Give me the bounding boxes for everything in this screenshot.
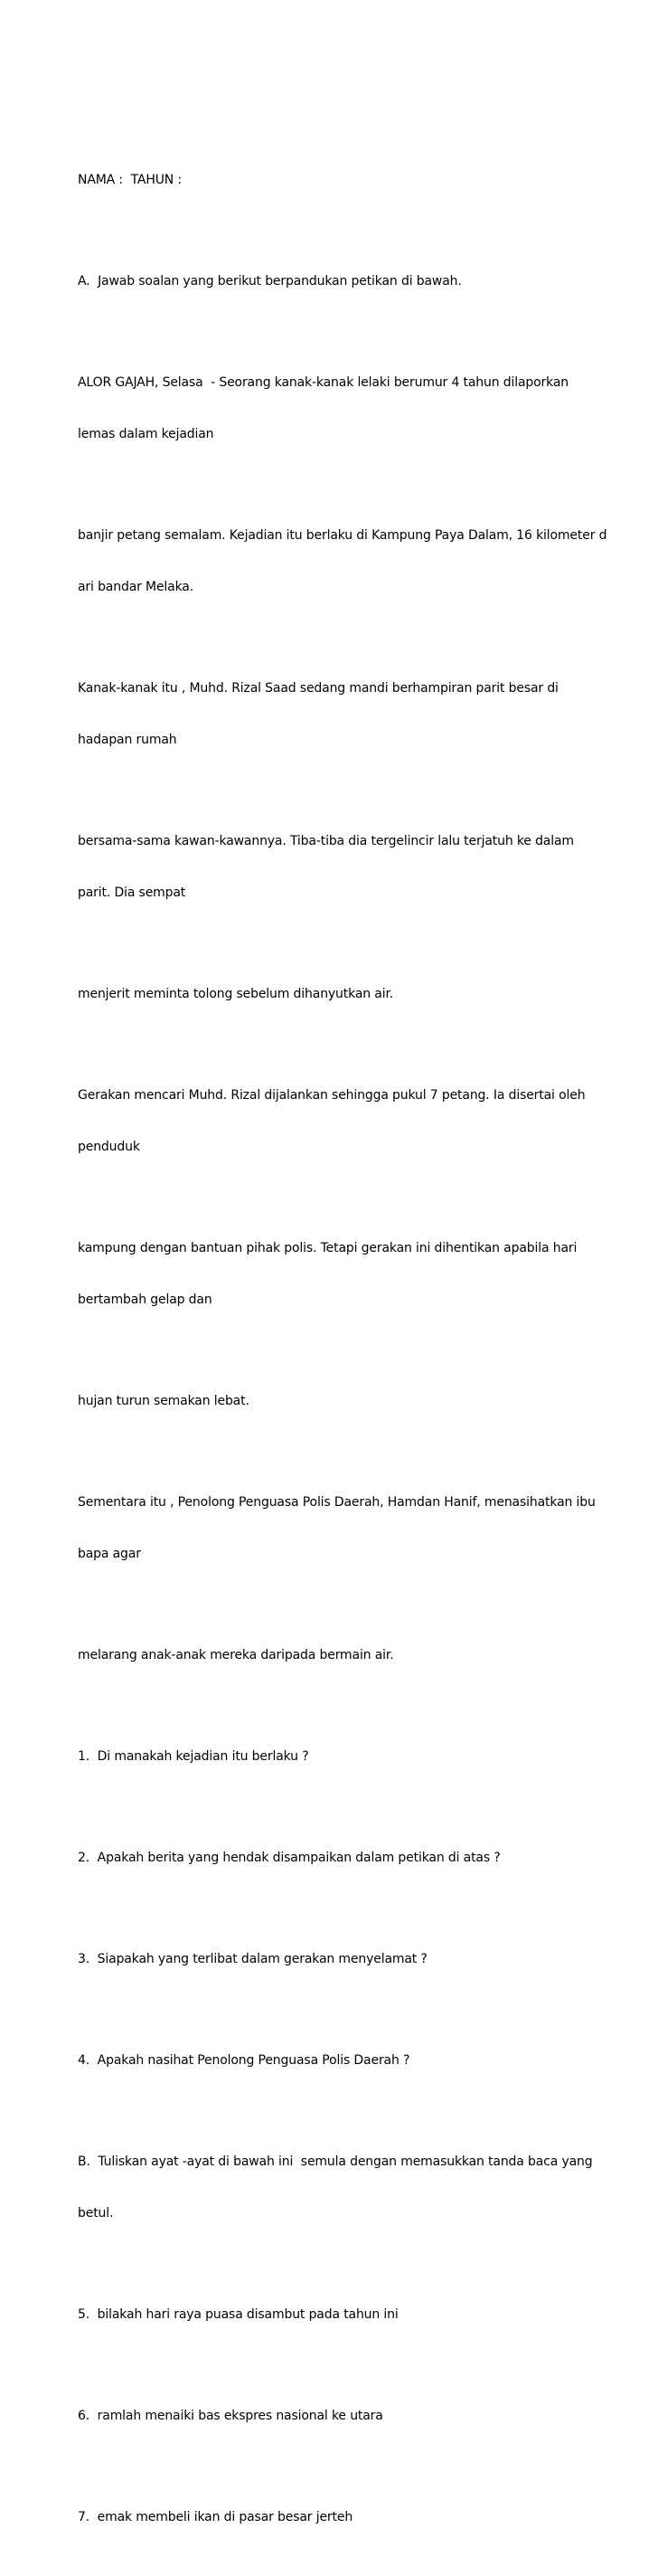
passage-line: Sementara itu , Penolong Penguasa Polis Daerah, Hamdan Hanif, menasihatkan ibu xyxy=(78,1495,596,1510)
passage-line: ALOR GAJAH, Selasa - Seorang kanak-kanak lelaki berumur 4 tahun dilaporkan xyxy=(78,375,569,390)
passage-paragraph xyxy=(78,646,584,783)
question-text: 3. Siapakah yang terlibat dalam gerakan menyelamat ? xyxy=(78,1952,428,1966)
passage-paragraph xyxy=(78,1460,596,1597)
passage-paragraph xyxy=(78,1206,584,1343)
passage-line: bertambah gelap dan xyxy=(78,1293,212,1307)
question-2 xyxy=(78,1815,584,1901)
passage-line: penduduk xyxy=(78,1140,140,1154)
passage-line: banjir petang semalam. Kejadian itu berlaku di Kampung Paya Dalam, 16 kilometer d xyxy=(78,528,607,543)
section-a-instruction-text: A. Jawab soalan yang berikut berpandukan petikan di bawah. xyxy=(78,274,462,289)
passage-line: bersama-sama kawan-kawannya. Tiba-tiba dia tergelincir lalu terjatuh ke dalam xyxy=(78,834,574,848)
question-3 xyxy=(78,1917,584,2003)
section-b-instruction-line: betul. xyxy=(78,2206,114,2221)
passage-line: lemas dalam kejadian xyxy=(78,427,214,441)
question-5 xyxy=(78,2272,584,2358)
passage-line: parit. Dia sempat xyxy=(78,886,186,900)
passage-line: hadapan rumah xyxy=(78,733,177,747)
passage-line: ari bandar Melaka. xyxy=(78,580,194,594)
section-a-instruction xyxy=(78,239,584,325)
passage-line: Gerakan mencari Muhd. Rizal dijalankan sehingga pukul 7 petang. Ia disertai oleh xyxy=(78,1088,586,1103)
passage-line: Kanak-kanak itu , Muhd. Rizal Saad sedang mandi berhampiran parit besar di xyxy=(78,681,559,696)
question-text: 1. Di manakah kejadian itu berlaku ? xyxy=(78,1749,309,1764)
worksheet-content xyxy=(78,137,607,2576)
passage-line: menjerit meminta tolong sebelum dihanyutkan air. xyxy=(78,987,394,1001)
question-text: 6. ramlah menaiki bas ekspres nasional ke utara xyxy=(78,2409,383,2423)
passage-paragraph xyxy=(78,952,584,1037)
section-b-instruction xyxy=(78,2119,593,2257)
header-name-year xyxy=(78,137,584,223)
header-line: NAMA : TAHUN : xyxy=(78,173,182,187)
question-7 xyxy=(78,2475,584,2561)
passage-line: kampung dengan bantuan pihak polis. Tetapi gerakan ini dihentikan apabila hari xyxy=(78,1241,578,1255)
question-6 xyxy=(78,2373,584,2459)
passage-paragraph xyxy=(78,1613,584,1699)
passage-paragraph xyxy=(78,799,584,936)
passage-line: melarang anak-anak mereka daripada bermain air. xyxy=(78,1648,394,1662)
section-b-instruction-line: B. Tuliskan ayat -ayat di bawah ini semula dengan memasukkan tanda baca yang xyxy=(78,2155,593,2169)
question-1 xyxy=(78,1714,584,1800)
question-text: 5. bilakah hari raya puasa disambut pada tahun ini xyxy=(78,2307,399,2322)
question-4 xyxy=(78,2018,584,2104)
passage-paragraph xyxy=(78,493,607,630)
passage-paragraph xyxy=(78,340,584,478)
passage-line: hujan turun semakan lebat. xyxy=(78,1394,249,1408)
question-text: 7. emak membeli ikan di pasar besar jerteh xyxy=(78,2510,353,2524)
question-text: 4. Apakah nasihat Penolong Penguasa Polis Daerah ? xyxy=(78,2053,410,2068)
passage-paragraph xyxy=(78,1053,584,1190)
passage-paragraph xyxy=(78,1359,584,1444)
passage-line: bapa agar xyxy=(78,1547,141,1561)
question-text: 2. Apakah berita yang hendak disampaikan dalam petikan di atas ? xyxy=(78,1851,501,1865)
